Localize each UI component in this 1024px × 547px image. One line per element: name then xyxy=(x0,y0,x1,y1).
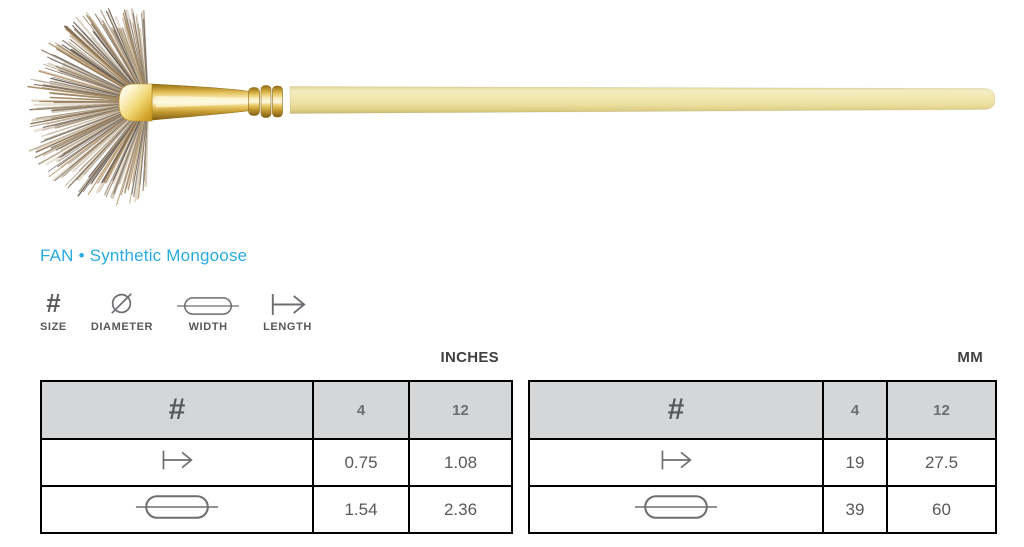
brush-ferrule-crimp xyxy=(249,86,283,118)
measure-legend xyxy=(40,288,312,333)
inches-spec-section xyxy=(40,349,511,534)
width-mm-size12: 60 xyxy=(887,486,996,533)
inches-unit-label: INCHES xyxy=(440,349,499,366)
width-icon xyxy=(634,493,718,521)
table-header-row xyxy=(529,381,996,439)
product-title: FAN • Synthetic Mongoose xyxy=(40,246,248,265)
length-icon-cell xyxy=(529,439,823,486)
mm-unit-label: MM xyxy=(957,349,983,366)
mm-table xyxy=(528,380,997,534)
column-header-size-12: 12 xyxy=(409,381,512,439)
width-icon-cell xyxy=(529,486,823,533)
legend-item-length xyxy=(263,288,312,333)
width-row xyxy=(529,486,996,533)
brush-handle xyxy=(290,87,995,114)
legend-label-diameter: DIAMETER xyxy=(90,321,154,333)
hash-icon: # xyxy=(168,393,186,426)
width-icon-cell xyxy=(41,486,313,533)
mm-spec-section xyxy=(528,349,995,534)
hash-icon: # xyxy=(46,288,61,318)
legend-label-size: SIZE xyxy=(40,321,67,333)
width-icon xyxy=(177,295,239,317)
length-icon xyxy=(659,449,693,471)
legend-item-diameter xyxy=(91,288,153,333)
legend-label-length: LENGTH xyxy=(263,321,312,333)
length-mm-size4: 19 xyxy=(823,439,887,486)
legend-item-width xyxy=(177,288,239,333)
column-header-size xyxy=(529,381,823,439)
hash-icon: # xyxy=(667,393,685,426)
width-icon xyxy=(135,493,219,521)
column-header-size-4: 4 xyxy=(823,381,887,439)
length-icon-cell xyxy=(41,439,313,486)
length-row xyxy=(41,439,512,486)
width-row xyxy=(41,486,512,533)
width-inches-size4: 1.54 xyxy=(313,486,409,533)
legend-label-width: WIDTH xyxy=(188,321,228,333)
column-header-size-12: 12 xyxy=(887,381,996,439)
legend-item-size xyxy=(40,288,67,333)
length-inches-size4: 0.75 xyxy=(313,439,409,486)
diameter-icon xyxy=(108,290,135,317)
width-mm-size4: 39 xyxy=(823,486,887,533)
brush-ferrule-face xyxy=(119,84,152,121)
inches-table xyxy=(40,380,513,534)
brush-photo xyxy=(0,0,1024,235)
column-header-size xyxy=(41,381,313,439)
width-inches-size12: 2.36 xyxy=(409,486,512,533)
length-mm-size12: 27.5 xyxy=(887,439,996,486)
length-icon xyxy=(160,449,194,471)
column-header-size-4: 4 xyxy=(313,381,409,439)
table-header-row xyxy=(41,381,512,439)
length-row xyxy=(529,439,996,486)
length-inches-size12: 1.08 xyxy=(409,439,512,486)
length-icon xyxy=(269,292,307,317)
